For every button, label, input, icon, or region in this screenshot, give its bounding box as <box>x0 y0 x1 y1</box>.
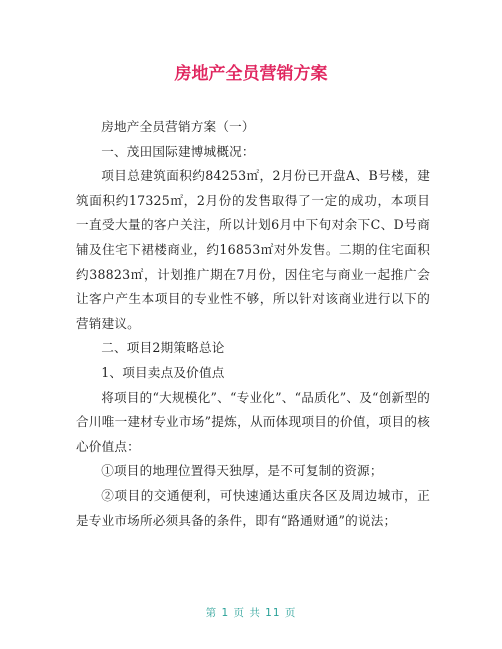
paragraph-project-overview: 项目总建筑面积约84253㎡，2月份已开盘A、B号楼，建筑面积约17325㎡，2月份的发售取得了一定的成功，本项目一直受大量的客户关注，所以计划6月中下旬对余下C、D号商铺及住宅下裙楼商业，约16853㎡对外发售。二期的住宅面积约38823㎡，计划推广期在7月份，因住宅与商业一起推广会让客户产生本项目的专业性不够，所以针对该商业进行以下的营销建议。 <box>76 168 430 331</box>
paragraph-subtitle: 房地产全员营销方案（一） <box>101 119 255 134</box>
paragraph-subsection-1-heading: 1、项目卖点及价值点 <box>101 364 225 380</box>
paragraph-value-point-1: ①项目的地理位置得天独厚，是不可复制的资源； <box>101 463 383 479</box>
paragraph-value-point-2: ②项目的交通便利，可快速通达重庆各区及周边城市，正是专业市场所必须具备的条件，即有“路通财通”的说法； <box>76 487 430 528</box>
paragraph-section-2-heading: 二、项目2期策略总论 <box>101 340 225 356</box>
document-body <box>76 115 430 533</box>
document-title: 房地产全员营销方案 <box>174 64 328 84</box>
page-number-footer: 第 1 页 共 11 页 <box>205 607 297 619</box>
paragraph-value-summary: 将项目的“大规模化”、“专业化”、“品质化”、及“创新型的合川唯一建材专业市场”提炼，从而体现项目的价值，项目的核心价值点： <box>76 389 430 454</box>
paragraph-section-1-heading: 一、茂田国际建博城概况： <box>101 143 255 159</box>
